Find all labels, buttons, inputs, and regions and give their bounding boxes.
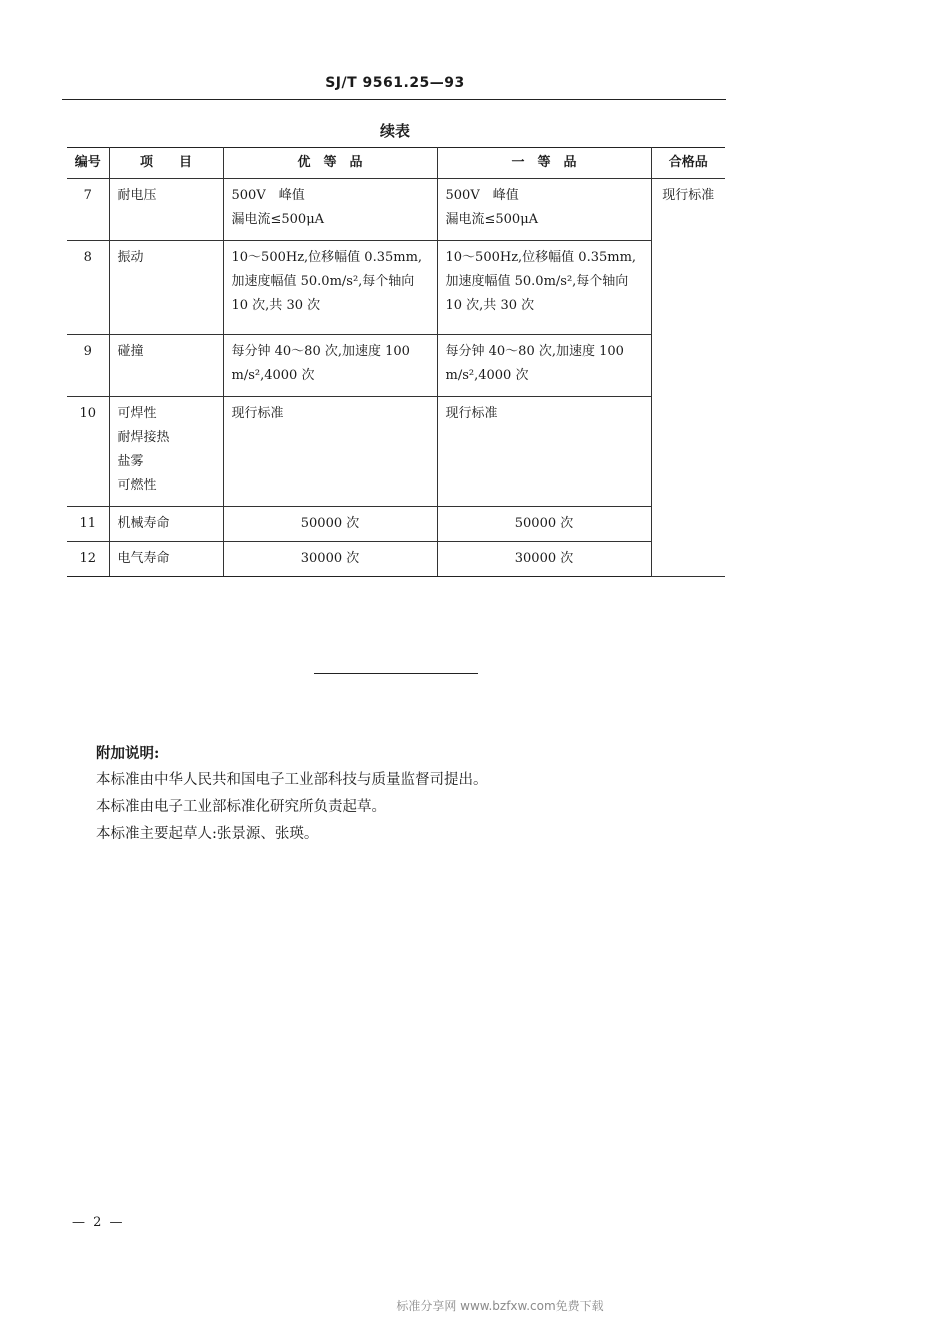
- spec-table: [67, 147, 725, 577]
- row-no: 10: [67, 397, 109, 507]
- table-caption: 续表: [379, 122, 410, 140]
- row-no: 12: [67, 542, 109, 577]
- notes-line: 本标准主要起草人:张景源、张瑛。: [96, 826, 319, 842]
- table-row: [67, 241, 725, 335]
- notes-line: 本标准由电子工业部标准化研究所负责起草。: [96, 799, 386, 815]
- row-superior: 50000 次: [223, 507, 437, 542]
- header-no: 编号: [67, 148, 109, 179]
- header-first-class: 一 等 品: [437, 148, 651, 179]
- row-no: 8: [67, 241, 109, 335]
- row-no: 11: [67, 507, 109, 542]
- table-row: [67, 179, 725, 241]
- standard-code: SJ/T 9561.25—93: [325, 75, 465, 91]
- row-item: 耐电压: [109, 179, 223, 241]
- row-superior: 10～500Hz,位移幅值 0.35mm, 加速度幅值 50.0m/s²,每个轴向 10 次,共 30 次: [223, 241, 437, 335]
- header-superior: 优 等 品: [223, 148, 437, 179]
- table-row: [67, 542, 725, 577]
- header-rule: [62, 99, 726, 100]
- row-item: 振动: [109, 241, 223, 335]
- row-first-class: 每分钟 40～80 次,加速度 100 m/s²,4000 次: [437, 335, 651, 397]
- row-superior: 现行标准: [223, 397, 437, 507]
- row-superior: 500V 峰值 漏电流≤500μA: [223, 179, 437, 241]
- table-row: [67, 397, 725, 507]
- table-row: [67, 335, 725, 397]
- row-item: 机械寿命: [109, 507, 223, 542]
- notes-title: 附加说明:: [96, 745, 160, 762]
- table-row: [67, 507, 725, 542]
- qualified-merged-cell: 现行标准: [651, 179, 725, 577]
- additional-notes: [96, 740, 488, 848]
- row-no: 9: [67, 335, 109, 397]
- row-item: 电气寿命: [109, 542, 223, 577]
- header-item: 项 目: [109, 148, 223, 179]
- row-item: 碰撞: [109, 335, 223, 397]
- table-header-row: [67, 148, 725, 179]
- row-item: 可焊性 耐焊接热 盐雾 可燃性: [109, 397, 223, 507]
- row-no: 7: [67, 179, 109, 241]
- page-number: — 2 —: [72, 1215, 125, 1230]
- row-first-class: 30000 次: [437, 542, 651, 577]
- row-first-class: 50000 次: [437, 507, 651, 542]
- header-qualified: 合格品: [651, 148, 725, 179]
- row-superior: 每分钟 40～80 次,加速度 100 m/s²,4000 次: [223, 335, 437, 397]
- row-first-class: 10～500Hz,位移幅值 0.35mm, 加速度幅值 50.0m/s²,每个轴向 10 次,共 30 次: [437, 241, 651, 335]
- row-superior: 30000 次: [223, 542, 437, 577]
- row-first-class: 现行标准: [437, 397, 651, 507]
- row-first-class: 500V 峰值 漏电流≤500μA: [437, 179, 651, 241]
- watermark: 标准分享网 www.bzfxw.com免费下载: [396, 1299, 604, 1313]
- notes-line: 本标准由中华人民共和国电子工业部科技与质量监督司提出。: [96, 772, 488, 788]
- end-of-standard-rule: [314, 673, 478, 674]
